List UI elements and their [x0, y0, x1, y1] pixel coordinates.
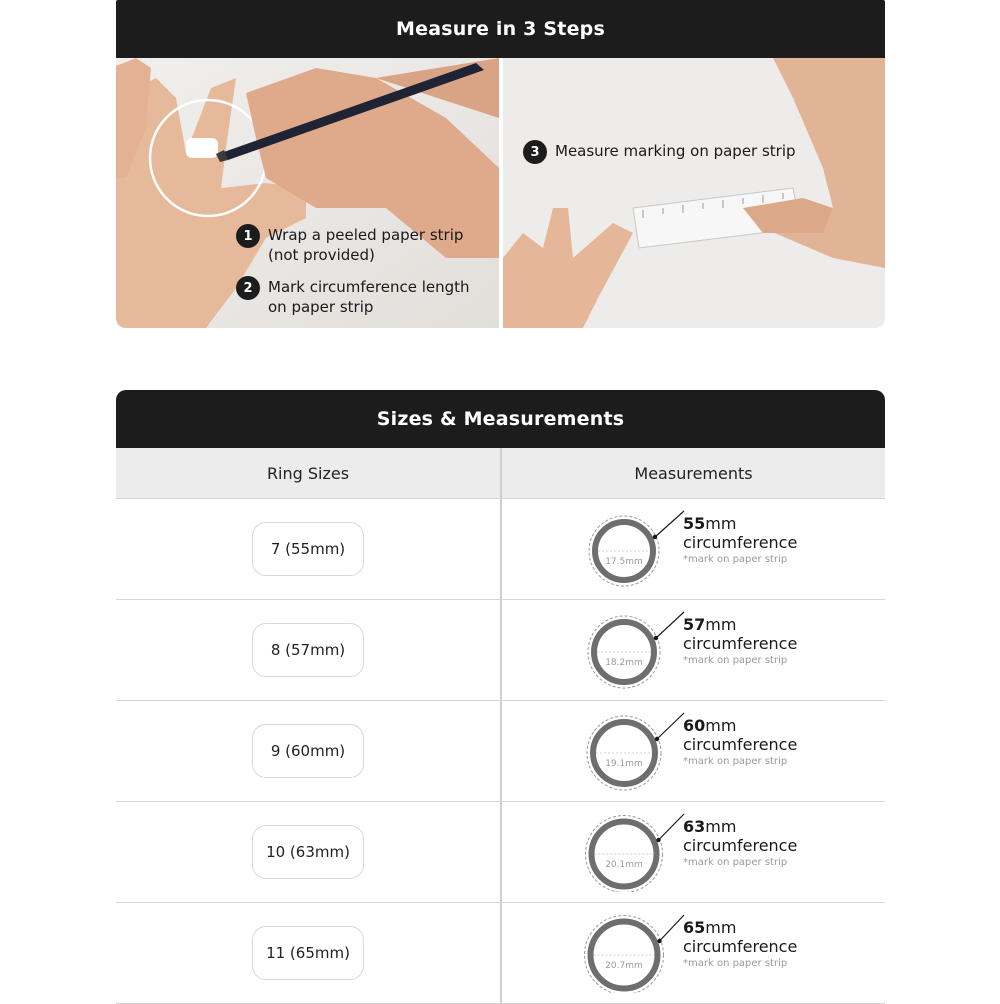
diameter-label: 19.1mm	[605, 759, 643, 769]
leader-line	[660, 915, 685, 941]
ring-size-cell	[116, 600, 500, 700]
mm-unit: mm	[705, 817, 737, 836]
ring-size-pill[interactable]: 10 (63mm)	[252, 825, 364, 879]
ring-size-cell	[116, 903, 500, 1003]
paper-strip-note: *mark on paper strip	[683, 554, 788, 565]
leader-line	[656, 612, 684, 638]
mm-number: 60	[683, 716, 706, 735]
leader-line	[659, 814, 685, 840]
paper-strip-note: *mark on paper strip	[683, 655, 788, 666]
mm-number: 57	[683, 615, 706, 634]
mm-unit: mm	[705, 918, 737, 937]
ring-size-pill[interactable]: 8 (57mm)	[252, 623, 364, 677]
leader-dot	[657, 939, 661, 943]
mm-unit: mm	[705, 716, 737, 735]
ring-sizes-column-header: Ring Sizes	[266, 463, 350, 483]
diameter-label: 18.2mm	[605, 658, 643, 668]
ring-diagram-icon	[582, 610, 692, 690]
step-3	[523, 141, 796, 164]
circumference-value	[683, 616, 797, 634]
ring-size-pill[interactable]: 7 (55mm)	[252, 522, 364, 576]
step-1-text: Wrap a peeled paper strip (not provided)	[268, 226, 464, 264]
table-row	[116, 903, 885, 1004]
measurement-cell	[502, 600, 885, 700]
circumference-value	[683, 717, 797, 735]
measurement-cell	[502, 802, 885, 902]
circumference-label: circumference	[683, 937, 798, 956]
circumference-value	[683, 818, 797, 836]
table-row	[116, 701, 885, 802]
wrap-and-mark-photo	[116, 58, 499, 328]
mm-number: 63	[683, 817, 706, 836]
table-header	[116, 448, 885, 499]
step-1-number: 1	[236, 224, 260, 248]
measurement-cell	[502, 701, 885, 801]
outer-dashed-circle	[585, 916, 664, 994]
mm-unit: mm	[705, 615, 737, 634]
diameter-label: 17.5mm	[605, 557, 643, 567]
paper-strip-note: *mark on paper strip	[683, 756, 788, 767]
step-3-number: 3	[523, 140, 547, 164]
table-row	[116, 600, 885, 701]
circumference-label: circumference	[683, 634, 798, 653]
step-2-number: 2	[236, 276, 260, 300]
ring-diagram-icon	[582, 509, 692, 589]
ring-size-cell	[116, 701, 500, 801]
ring-diagram-icon	[582, 913, 692, 993]
leader-line	[657, 713, 684, 739]
ring-size-cell	[116, 499, 500, 599]
table-row	[116, 802, 885, 903]
ring-size-cell	[116, 802, 500, 902]
circumference-value	[683, 919, 797, 937]
steps-section-title: Measure in 3 Steps	[116, 0, 885, 58]
diameter-label: 20.7mm	[605, 961, 643, 971]
table-body	[116, 499, 885, 1004]
measurement-text	[683, 515, 797, 567]
ruler-illustration	[503, 58, 885, 328]
measurement-cell	[502, 903, 885, 1003]
step-2-text: Mark circumference length on paper strip	[268, 278, 470, 316]
mm-unit: mm	[705, 514, 737, 533]
step-3-text: Measure marking on paper strip	[555, 142, 796, 160]
mm-number: 65	[683, 918, 706, 937]
leader-dot	[655, 737, 659, 741]
circumference-value	[683, 515, 797, 533]
measurement-text	[683, 717, 797, 769]
ring-size-pill[interactable]: 9 (60mm)	[252, 724, 364, 778]
leader-dot	[656, 838, 660, 842]
circumference-label: circumference	[683, 836, 798, 855]
mm-number: 55	[683, 514, 706, 533]
leader-line	[655, 511, 684, 537]
measurement-text	[683, 919, 797, 971]
circumference-label: circumference	[683, 735, 798, 754]
step-1	[236, 225, 463, 265]
sizes-section-title: Sizes & Measurements	[116, 390, 885, 448]
ring-diagram-icon	[582, 812, 692, 892]
measure-marking-photo	[503, 58, 885, 328]
measurements-column-header: Measurements	[634, 463, 753, 483]
measurement-cell	[502, 499, 885, 599]
paper-strip-note: *mark on paper strip	[683, 857, 788, 868]
measurement-text	[683, 818, 797, 870]
table-row	[116, 499, 885, 600]
measurement-text	[683, 616, 797, 668]
leader-dot	[654, 636, 658, 640]
circumference-label: circumference	[683, 533, 798, 552]
ring-size-pill[interactable]: 11 (65mm)	[252, 926, 364, 980]
diameter-label: 20.1mm	[605, 860, 643, 870]
leader-dot	[653, 535, 657, 539]
paper-strip-note: *mark on paper strip	[683, 958, 788, 969]
sizes-table	[116, 448, 885, 1004]
ring-diagram-icon	[582, 711, 692, 791]
step-2	[236, 277, 470, 317]
